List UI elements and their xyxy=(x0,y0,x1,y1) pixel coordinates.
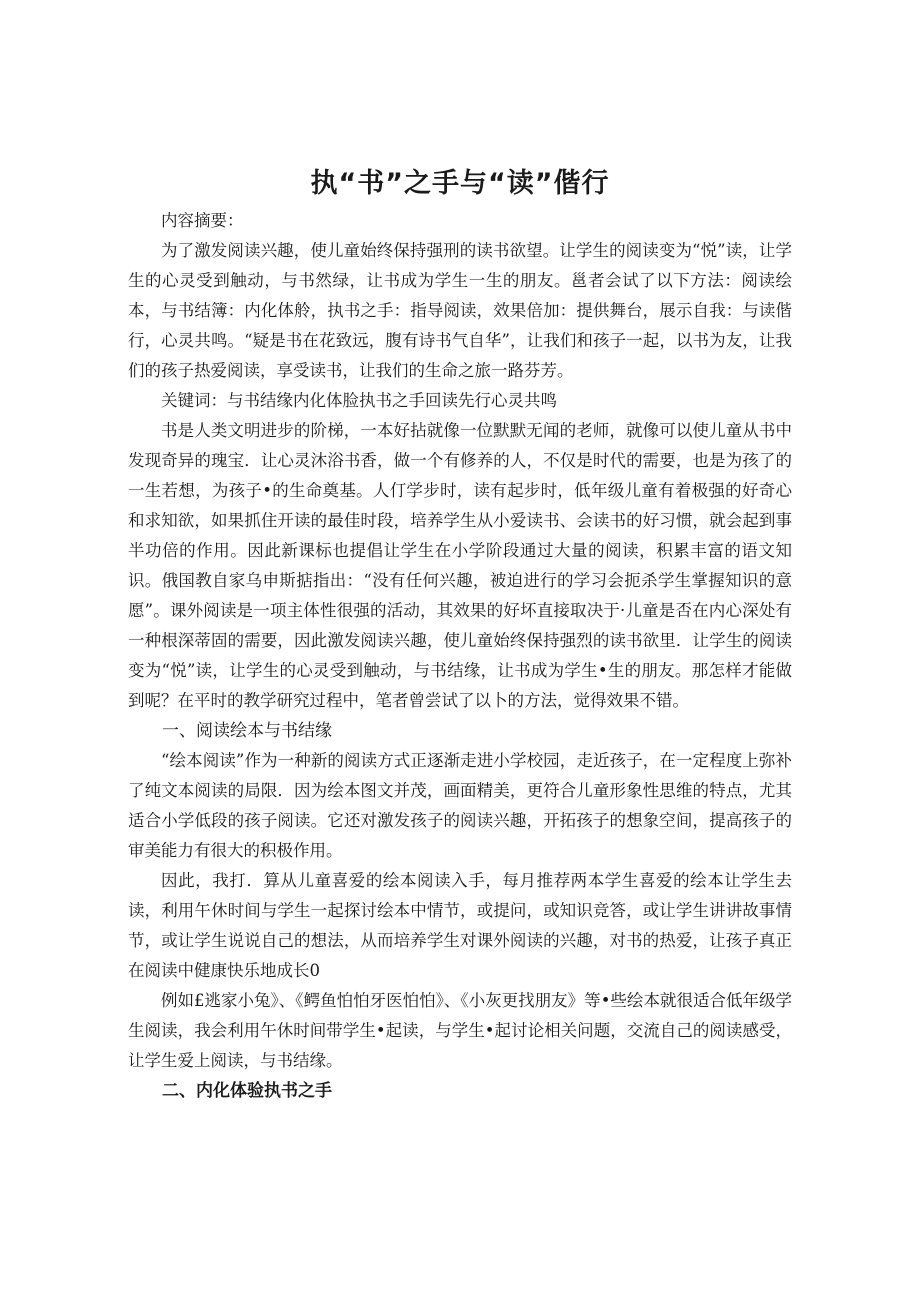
document-title: 执“书”之手与“读”偕行 xyxy=(310,168,610,199)
abstract-paragraph: 为了激发阅读兴趣，使儿童始终保持强刑的读书欲望。让学生的阅读变为“悦”读，让学生的心灵受到触动，与书然绿，让书成为学生一生的朋友。邕者会试了以下方法：阅读绘本，与书结簿：内化体舲，执书之手：指导阅读，效果倍加：提供舞台，展示自我：与读偕行，心灵共鸣。“疑是书在花致远，腹有诗书气自华”，让我们和孩子一起，以书为友，让我们的孩子热爱阅读，享受读书，让我们的生命之旅一路芬芳。 xyxy=(128,241,792,380)
document-body xyxy=(128,206,792,1106)
section1-paragraph-1: “绘本阅读”作为一种新的阅读方式正逐渐走进小学校园，走近孩子，在一定程度上弥补了纯文本阅读的局限．因为绘本图文并茂，画面精美，更符合儿童形象性思维的特点，尤其适合小学低段的孩子阅读。它还对激发孩子的阅读兴趣，开拓孩子的想象空间，提高孩子的审美能力有很大的积极作用。 xyxy=(128,751,792,860)
intro-paragraph: 书是人类文明进步的阶梯，一本好拈就像一位默默无闻的老师，就像可以使儿童从书中发现奇异的瑰宝．让心灵沐浴书香，做一个有修养的人，不仅是时代的需要，也是为孩了的一生若想，为孩子•的生命奠基。人仃学步时，读有起步时，低年级儿童有着极强的好奇心和求知欲，如果抓住开读的最佳时段，培养学生从小爱读书、会读书的好习惯，就会起到事半功倍的作用。因此新课标也提倡让学生在小学阶段通过大量的阅读，积累丰富的语文知识。俄国教自家乌申斯掂指出：“没有任何兴趣，被迫进行的学习会扼杀学生掌握知识的意愿”。课外阅读是一项主体性很强的活动，其效果的好坏直接取决于·儿童是否在内心深处有一种根深蒂固的需要，因此激发阅读兴趣，使儿童始终保持强烈的读书欲里．让学生的阅读变为“悦”读，让学生的心灵受到触动，与书结缘，让书成为学生•生的朋友。那怎样才能做到呢？在平时的教学研究过程中，笔者曾尝试了以卜的方法，觉得效果不错。 xyxy=(128,421,792,710)
keywords-line: 关键词：与书结缘内化体脸执书之手回读先行心灵共鸣 xyxy=(161,391,557,410)
abstract-label: 内容摘要： xyxy=(161,211,244,230)
section-heading-1: 一、阅读绘本与书结缘 xyxy=(162,721,332,741)
section1-paragraph-2: 因此，我打．算从儿童喜爱的绘本阅读入手，每月推荐两本学生喜爱的绘本让学生去读，利用午休时间与学生一起探讨绘本中情节，或提问，或知识竞答，或让学生讲讲故事情节，或让学生说说自己的想法，从而培养学生对课外阅读的兴趣，对书的热爱，让孩子真正在阅读中健康快乐地成长0 xyxy=(128,871,792,980)
section-heading-2: 二、内化体验执书之手 xyxy=(162,1081,332,1101)
section1-paragraph-3: 例如£逃家小兔》、《鳄鱼怕怕牙医怕怕》、《小灰更找朋友》等•些绘本就很适合低年级学生阅读，我会利用午休时间带学生•起读，与学生•起讨论相关问题，交流自己的阅读感受，让学生爱上阅读，与书结缘。 xyxy=(128,991,792,1070)
